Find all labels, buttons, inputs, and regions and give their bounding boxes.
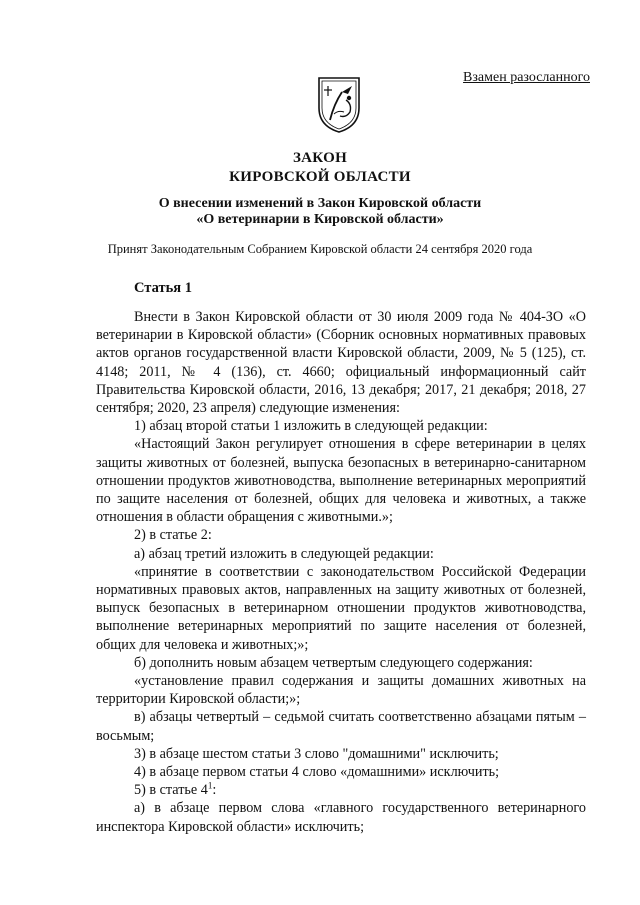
paragraph-item-5a: а) в абзаце первом слова «главного государственного ветеринарного инспектора Кировской области» исключить; bbox=[96, 800, 586, 835]
paragraph-item-3: 3) в абзаце шестом статьи 3 слово "домашними" исключить; bbox=[134, 745, 499, 762]
paragraph-item-2: 2) в статье 2: bbox=[134, 527, 212, 544]
paragraph-item-4: 4) в абзаце первом статьи 4 слово «домашними» исключить; bbox=[134, 764, 500, 781]
law-region-title: КИРОВСКОЙ ОБЛАСТИ bbox=[229, 169, 411, 185]
law-body bbox=[96, 308, 586, 836]
paragraph-item-2a: а) абзац третий изложить в следующей редакции: bbox=[134, 545, 434, 562]
item-5-prefix: 5) в статье 4 bbox=[134, 782, 208, 799]
paragraph-item-1: 1) абзац второй статьи 1 изложить в следующей редакции: bbox=[134, 418, 488, 435]
paragraph-item-5 bbox=[96, 781, 586, 799]
item-5-suffix: : bbox=[212, 782, 217, 799]
adoption-note: Принят Законодательным Собранием Кировской области 24 сентября 2020 года bbox=[107, 242, 533, 256]
paragraph-quote-1: «Настоящий Закон регулирует отношения в сфере ветеринарии в целях защиты животных от болезней, выпуска безопасных в ветеринарно-санитарном отношении продуктов животноводства, выполнение ветеринарных мероприятий по защите населения от болезней, общих для человека и животных, а также отношения в области обращения с животными.»; bbox=[96, 436, 586, 526]
withdrawal-stamp: Взамен разосланного bbox=[463, 70, 590, 85]
subtitle-line-1: О внесении изменений в Закон Кировской области bbox=[158, 196, 482, 211]
law-subtitle bbox=[0, 196, 640, 228]
item-5-superscript: 1 bbox=[207, 780, 213, 791]
paragraph-intro: Внести в Закон Кировской области от 30 июля 2009 года № 404-ЗО «О ветеринарии в Кировской области» (Сборник основных нормативных правовых актов органов государственной власти Кировской области, 2009, № 5 (125), ст. 4148; 2011, № 4 (136), ст. 4660; официальный информационный сайт Правительства Кировской области, 2016, 13 декабря; 2017, 21 декабря; 2018, 27 сентября; 2020, 23 апреля) следующие изменения: bbox=[96, 309, 586, 417]
subtitle-line-2: «О ветеринарии в Кировской области» bbox=[196, 212, 444, 227]
law-title: ЗАКОН bbox=[292, 150, 348, 166]
article-heading: Статья 1 bbox=[134, 280, 192, 296]
paragraph-item-2b: б) дополнить новым абзацем четвертым следующего содержания: bbox=[134, 654, 533, 671]
paragraph-quote-2b: «установление правил содержания и защиты домашних животных на территории Кировской области;»; bbox=[96, 673, 586, 708]
coat-of-arms-icon bbox=[316, 74, 362, 134]
paragraph-quote-2a: «принятие в соответствии с законодательством Российской Федерации нормативных правовых актов, направленных на защиту животных от болезней, выпуск безопасных в ветеринарном отношении продуктов животноводства, выполнение ветеринарных мероприятий по защите населения от болезней, общих для человека и животных;»; bbox=[96, 563, 586, 653]
paragraph-item-2c: в) абзацы четвертый – седьмой считать соответственно абзацами пятым – восьмым; bbox=[96, 709, 586, 744]
